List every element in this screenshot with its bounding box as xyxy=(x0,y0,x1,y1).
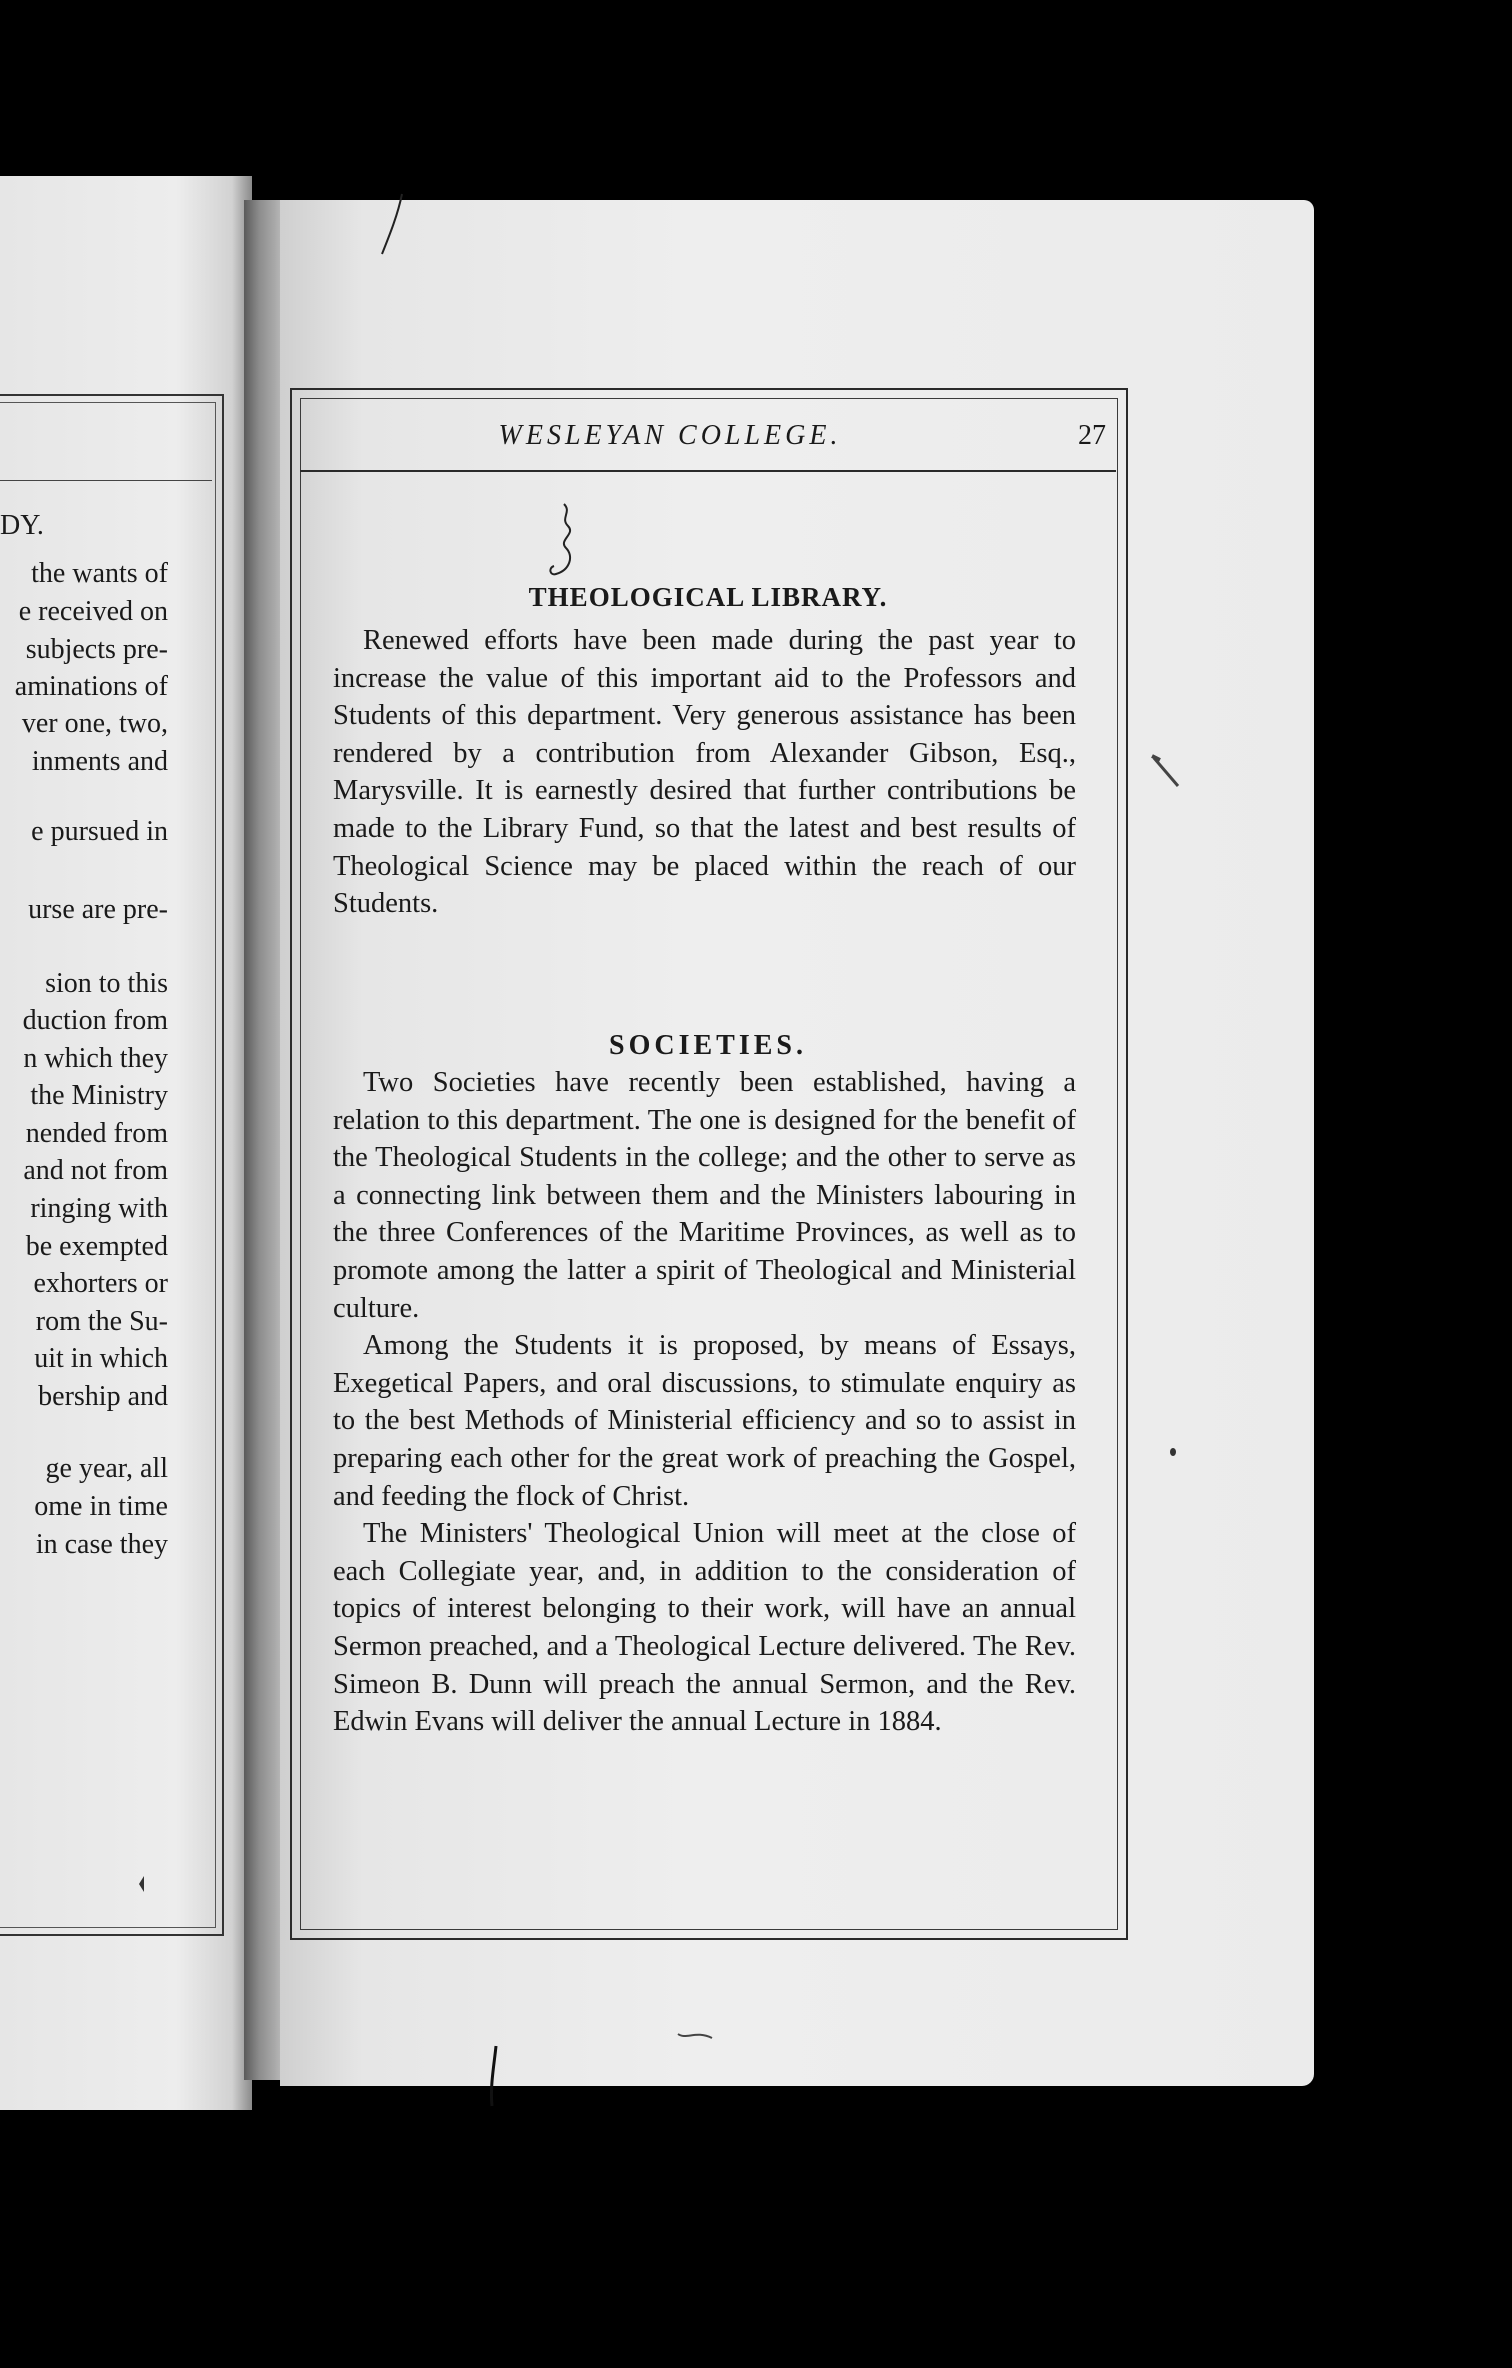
previous-page xyxy=(0,176,252,2110)
previous-page-line: sion to this xyxy=(45,968,168,999)
previous-page-line: the Ministry xyxy=(30,1080,168,1111)
previous-page-line: ge year, all xyxy=(45,1453,168,1484)
previous-page-line: ver one, two, xyxy=(21,708,168,739)
previous-page-line: and not from xyxy=(23,1155,168,1186)
previous-page-line: e pursued in xyxy=(31,816,168,847)
previous-page-line: uit in which xyxy=(34,1343,168,1374)
previous-page-line: rom the Su- xyxy=(35,1306,168,1337)
previous-page-line: ringing with xyxy=(30,1193,168,1224)
previous-page-line: duction from xyxy=(22,1005,168,1036)
paragraph: The Ministers' Theological Union will meet at the close of each Collegiate year, and, in addition to the consideration of topics of interest belonging to their work, will have an annual Sermon preached, and a Theological Lecture delivered. The Rev. Simeon B. Dunn will preach the annual Sermon, and the Rev. Edwin Evans will deliver the annual Lecture in 1884. xyxy=(333,1518,1076,1738)
paragraph: Two Societies have recently been established, having a relation to this department. The one is designed for the benefit of the Theological Students in the college; and the other to serve as a connecting link between them and the Ministers labouring in the three Conferences of the Maritime Provinces, as well as to promote among the latter a spirit of Theological and Ministerial culture. xyxy=(333,1067,1076,1324)
previous-page-line: be exempted xyxy=(25,1231,168,1262)
paragraph: Renewed efforts have been made during the past year to increase the value of this important aid to the Professors and Students of this department. Very generous assistance has been rendered by a contribution from Alexander Gibson, Esq., Marysville. It is earnestly desired that further contributions be made to the Library Fund, so that the latest and best results of Theological Science may be placed within the reach of our Students. xyxy=(333,625,1076,920)
previous-page-line: the wants of xyxy=(31,558,168,589)
previous-page-line: n which they xyxy=(23,1043,168,1074)
previous-page-line: aminations of xyxy=(14,671,168,702)
previous-page-line: in case they xyxy=(35,1529,168,1560)
previous-page-line: subjects pre- xyxy=(25,634,168,665)
previous-page-line: urse are pre- xyxy=(28,894,168,925)
page-number: 27 xyxy=(1078,420,1106,451)
previous-page-line: bership and xyxy=(38,1381,168,1412)
previous-page-line: exhorters or xyxy=(33,1268,168,1299)
previous-page-line: nended from xyxy=(25,1118,168,1149)
section-title-theological-library: THEOLOGICAL LIBRARY. xyxy=(528,582,888,612)
section-body-theological-library xyxy=(333,622,1076,923)
section-body-societies xyxy=(333,1064,1076,1741)
previous-page-line: e received on xyxy=(18,596,168,627)
running-head: WESLEYAN COLLEGE. xyxy=(498,420,842,451)
section-title-societies: SOCIETIES. xyxy=(609,1030,807,1061)
previous-page-line: DY. xyxy=(0,510,44,541)
paragraph: Among the Students it is proposed, by means of Essays, Exegetical Papers, and oral discussions, to stimulate enquiry as to the best Methods of Ministerial efficiency and so to assist in preparing each other for the great work of preaching the Gospel, and feeding the flock of Christ. xyxy=(333,1330,1076,1512)
previous-page-line: inments and xyxy=(31,746,168,777)
header-rule xyxy=(300,470,1116,472)
previous-page-line: ome in time xyxy=(34,1491,168,1522)
